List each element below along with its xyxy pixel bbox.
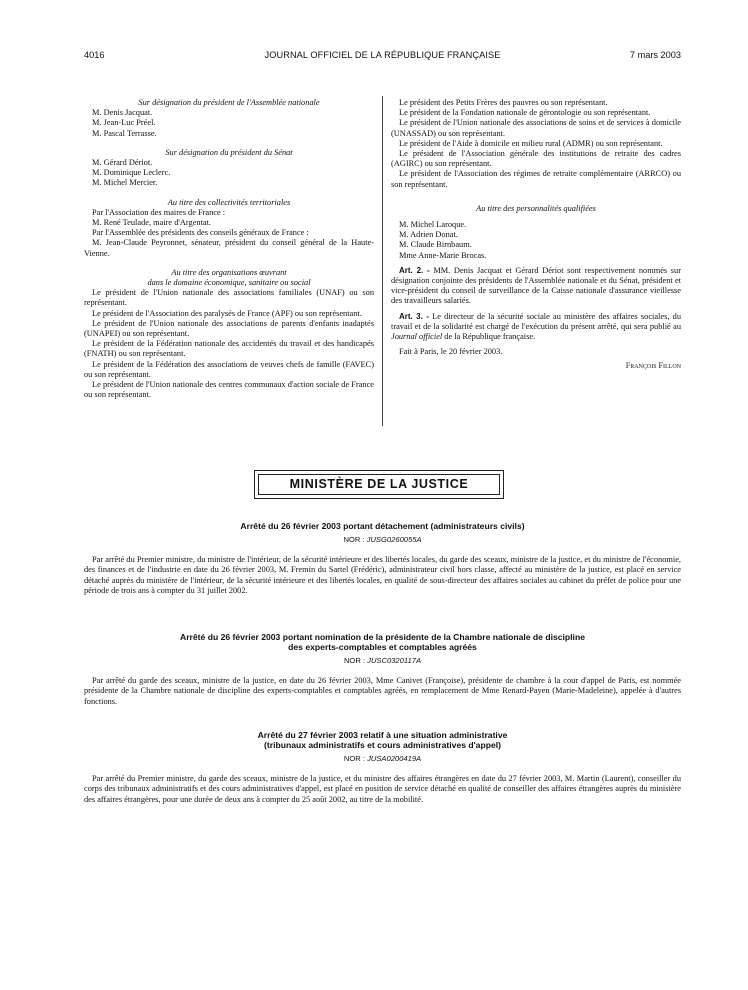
body-paragraph: Le président de l'Union nationale des centres communaux d'action sociale de France ou son représentant.: [84, 380, 374, 400]
page-number: 4016: [84, 50, 105, 60]
arrete-title: Arrêté du 26 février 2003 portant détachement (administrateurs civils): [240, 521, 525, 531]
nor-code: JUSC0320117A: [367, 656, 422, 665]
right-column: [391, 98, 681, 380]
body-paragraph: Le président de la Fédération nationale des accidentés du travail et des handicapés (FNATH) ou son représentant.: [84, 339, 374, 359]
section-heading: Sur désignation du président de l'Assemblée nationale: [138, 98, 320, 107]
arrete-title: Arrêté du 27 février 2003 relatif à une situation administrative: [257, 730, 508, 740]
section-heading: Au titre des organisations œuvrant: [171, 267, 287, 277]
body-paragraph: Le président de l'Union nationale des associations de parents d'enfants inadaptés (UNAPEI) ou son représentant.: [84, 318, 374, 339]
nor-label: NOR :: [343, 535, 367, 544]
body-paragraph: Le président de l'Association des régimes de retraite complémentaire (ARRCO) ou son représentant.: [391, 169, 681, 189]
body-paragraph: Le président des Petits Frères des pauvres ou son représentant.: [399, 98, 608, 107]
body-line: Par l'Association des maires de France :: [92, 207, 226, 217]
section-heading: Au titre des personnalités qualifiées: [476, 203, 596, 213]
nor-label: NOR :: [343, 754, 368, 763]
arrete-title: Arrêté du 26 février 2003 portant nomination de la présidente de la Chambre nationale de discipline: [180, 632, 585, 642]
article-label: Art. 2. -: [399, 265, 430, 275]
nor-reference: [84, 656, 681, 666]
done-at: Fait à Paris, le 20 février 2003.: [399, 347, 503, 357]
arrete-block: [84, 730, 681, 805]
nor-code: JUSA0200419A: [367, 754, 422, 763]
body-line: M. Jean-Claude Peyronnet, sénateur, président du conseil général de la Haute-Vienne.: [84, 238, 374, 258]
arrete-title: des experts-comptables et comptables agréés: [288, 642, 477, 652]
article-3: [391, 312, 681, 343]
journal-title: JOURNAL OFFICIEL DE LA RÉPUBLIQUE FRANÇAISE: [264, 50, 501, 60]
ministry-title: MINISTÈRE DE LA JUSTICE: [258, 474, 500, 495]
left-column: [84, 98, 374, 400]
body-line: Par l'Assemblée des présidents des conseils généraux de France :: [92, 228, 309, 238]
section-heading: Au titre des collectivités territoriales: [167, 197, 291, 207]
section-heading: dans le domaine économique, sanitaire ou social: [147, 278, 311, 288]
body-paragraph: Le président de la Fédération des associations de veuves chefs de famille (FAVEC) ou son représentant.: [84, 359, 374, 379]
nor-label: NOR :: [343, 656, 368, 665]
page-header: [84, 50, 681, 64]
member-line: M. Claude Birnbaum.: [399, 240, 472, 250]
nor-reference: [84, 535, 681, 545]
article-text: de la République française.: [442, 332, 536, 342]
member-line: M. Pascal Terrasse.: [92, 128, 157, 138]
body-paragraph: Le président de l'Association générale des institutions de retraite des cadres (AGIRC) ou son représentant.: [391, 149, 681, 169]
nor-reference: [84, 754, 681, 764]
member-line: M. Denis Jacquat.: [92, 108, 153, 118]
ministry-frame: [254, 470, 504, 499]
body-paragraph: Le président de l'Union nationale des associations familiales (UNAF) ou son représentant.: [84, 288, 374, 308]
member-line: M. Dominique Leclerc.: [92, 168, 171, 178]
arrete-body: Par arrêté du garde des sceaux, ministre de la justice, en date du 26 février 2003, Mme Canivet (Françoise), présidente de chambre à la cour d'appel de Paris, est nommée présidente de la Chambre nationale de discipline des experts-comptables et comptables agréés, en remplacement de Mme Renard-Payen (Marie-Madeleine), appelée à d'autres fonctions.: [84, 676, 681, 706]
member-line: M. Adrien Donat.: [399, 230, 458, 240]
nor-code: JUSG0260055A: [366, 535, 422, 544]
arrete-block: [84, 521, 681, 596]
body-paragraph: Le président de l'Union nationale des associations de soins et de services à domicile (UNASSAD) ou son représentant.: [391, 118, 681, 138]
arrete-title: (tribunaux administratifs et cours administratives d'appel): [264, 740, 501, 750]
member-line: M. Gérard Dériot.: [92, 158, 153, 168]
body-line: M. René Teulade, maire d'Argentat.: [92, 218, 212, 228]
member-line: M. Jean-Luc Préel.: [92, 118, 156, 128]
member-line: Mme Anne-Marie Brocas.: [399, 250, 487, 260]
article-label: Art. 3. -: [399, 311, 429, 321]
member-line: M. Michel Mercier.: [92, 178, 158, 188]
article-text: MM. Denis Jacquat et Gérard Dériot sont respectivement nommés sur désignation conjointe des présidents de l'Assemblée nationale et du Sénat, président et vice-président du conseil de surveillance de la Caisse nationale d'assurance vieillesse des travailleurs salariés.: [391, 265, 682, 306]
member-line: M. Michel Laroque.: [399, 220, 467, 230]
body-paragraph: Le président de l'Aide à domicile en milieu rural (ADMR) ou son représentant.: [399, 138, 663, 148]
arrete-body: Par arrêté du Premier ministre, du garde des sceaux, ministre de la justice, et du ministre des affaires étrangères en date du 27 février 2003, M. Martin (Laurent), conseiller du corps des tribunaux administratifs et des cours administratives d'appel, est placé en position de service détaché en qualité de conseiller des affaires étrangères auprès du ministère des affaires étrangères, pour une durée de deux ans à compter du 25 août 2002, au titre de la mobilité.: [84, 774, 681, 804]
arrete-block: [84, 632, 681, 707]
body-paragraph: Le président de l'Association des paralysés de France (APF) ou son représentant.: [92, 308, 362, 318]
body-paragraph: Le président de la Fondation nationale de gérontologie ou son représentant.: [399, 108, 651, 118]
article-text: Le directeur de la sécurité sociale au ministère des affaires sociales, du travail et de la solidarité est chargé de l'exécution du présent arrêté, qui sera publié au: [391, 311, 681, 331]
column-divider: [382, 96, 383, 426]
section-heading: Sur désignation du président du Sénat: [165, 147, 293, 157]
arrete-body: Par arrêté du Premier ministre, du ministre de l'intérieur, de la sécurité intérieure et des libertés locales, du garde des sceaux, ministre de la justice, et du ministre de l'économie, des finances et de l'industrie en date du 26 février 2003, M. Fremin du Sartel (Frédéric), administrateur civil hors classe, affecté au ministère de la justice, est placé en service détaché auprès du ministère de l'intérieur, de la sécurité intérieure et des libertés locales, en qualité de sous-directeur des affaires sociales au cabinet du préfet de police pour une période de trois ans à compter du 31 juillet 2002.: [84, 555, 681, 595]
signature: François Fillon: [625, 361, 681, 371]
article-2: [391, 266, 681, 307]
journal-reference: Journal officiel: [391, 332, 443, 342]
issue-date: 7 mars 2003: [629, 50, 681, 60]
